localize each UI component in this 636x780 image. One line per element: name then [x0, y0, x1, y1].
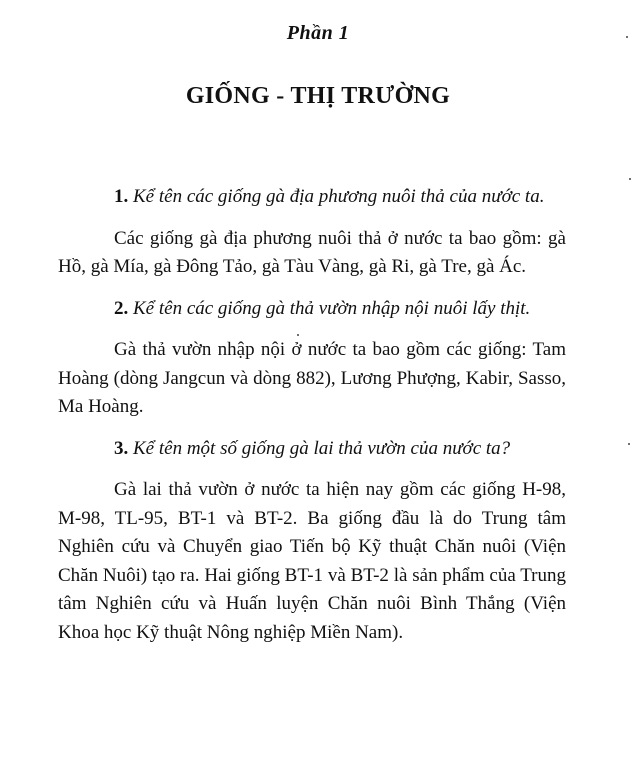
answer-1: Các giống gà địa phương nuôi thả ở nước ta bao gồm: gà Hồ, gà Mía, gà Đông Tảo, gà Tàu Vàng, gà Ri, gà Tre, gà Ác.: [58, 227, 566, 277]
body-text: [58, 183, 566, 660]
question-number: 3.: [114, 437, 129, 459]
question-2: [58, 295, 566, 324]
scan-speck: [626, 36, 628, 38]
question-text: Kể tên một số giống gà lai thả vườn của nước ta?: [133, 437, 511, 459]
question-number: 2.: [114, 297, 129, 319]
question-number: 1.: [114, 186, 129, 207]
scan-speck: [628, 443, 630, 445]
part-label: Phần 1: [286, 22, 350, 44]
question-text: Kể tên các giống gà địa phương nuôi thả của nước ta.: [133, 186, 545, 207]
question-1: [58, 183, 566, 212]
scan-speck: [629, 178, 631, 180]
answer-2: Gà thả vườn nhập nội ở nước ta bao gồm các giống: Tam Hoàng (dòng Jangcun và dòng 882), Lương Phượng, Kabir, Sasso, Ma Hoàng.: [58, 339, 566, 417]
scan-speck: [297, 334, 299, 336]
chapter-title: GIỐNG - THỊ TRƯỜNG: [185, 83, 451, 109]
answer-3: Gà lai thả vườn ở nước ta hiện nay gồm các giống H-98, M-98, TL-95, BT-1 và BT-2. Ba giống đầu là do Trung tâm Nghiên cứu và Chuyển giao Tiến bộ Kỹ thuật Chăn nuôi (Viện Chăn Nuôi) tạo ra. Hai giống BT-1 và BT-2 là sản phẩm của Trung tâm Nghiên cứu và Huấn luyện Chăn nuôi Bình Thắng (Viện Khoa học Kỹ thuật Nông nghiệp Miền Nam).: [58, 479, 566, 643]
question-3: [58, 435, 566, 464]
question-text: Kể tên các giống gà thả vườn nhập nội nuôi lấy thịt.: [133, 297, 531, 319]
